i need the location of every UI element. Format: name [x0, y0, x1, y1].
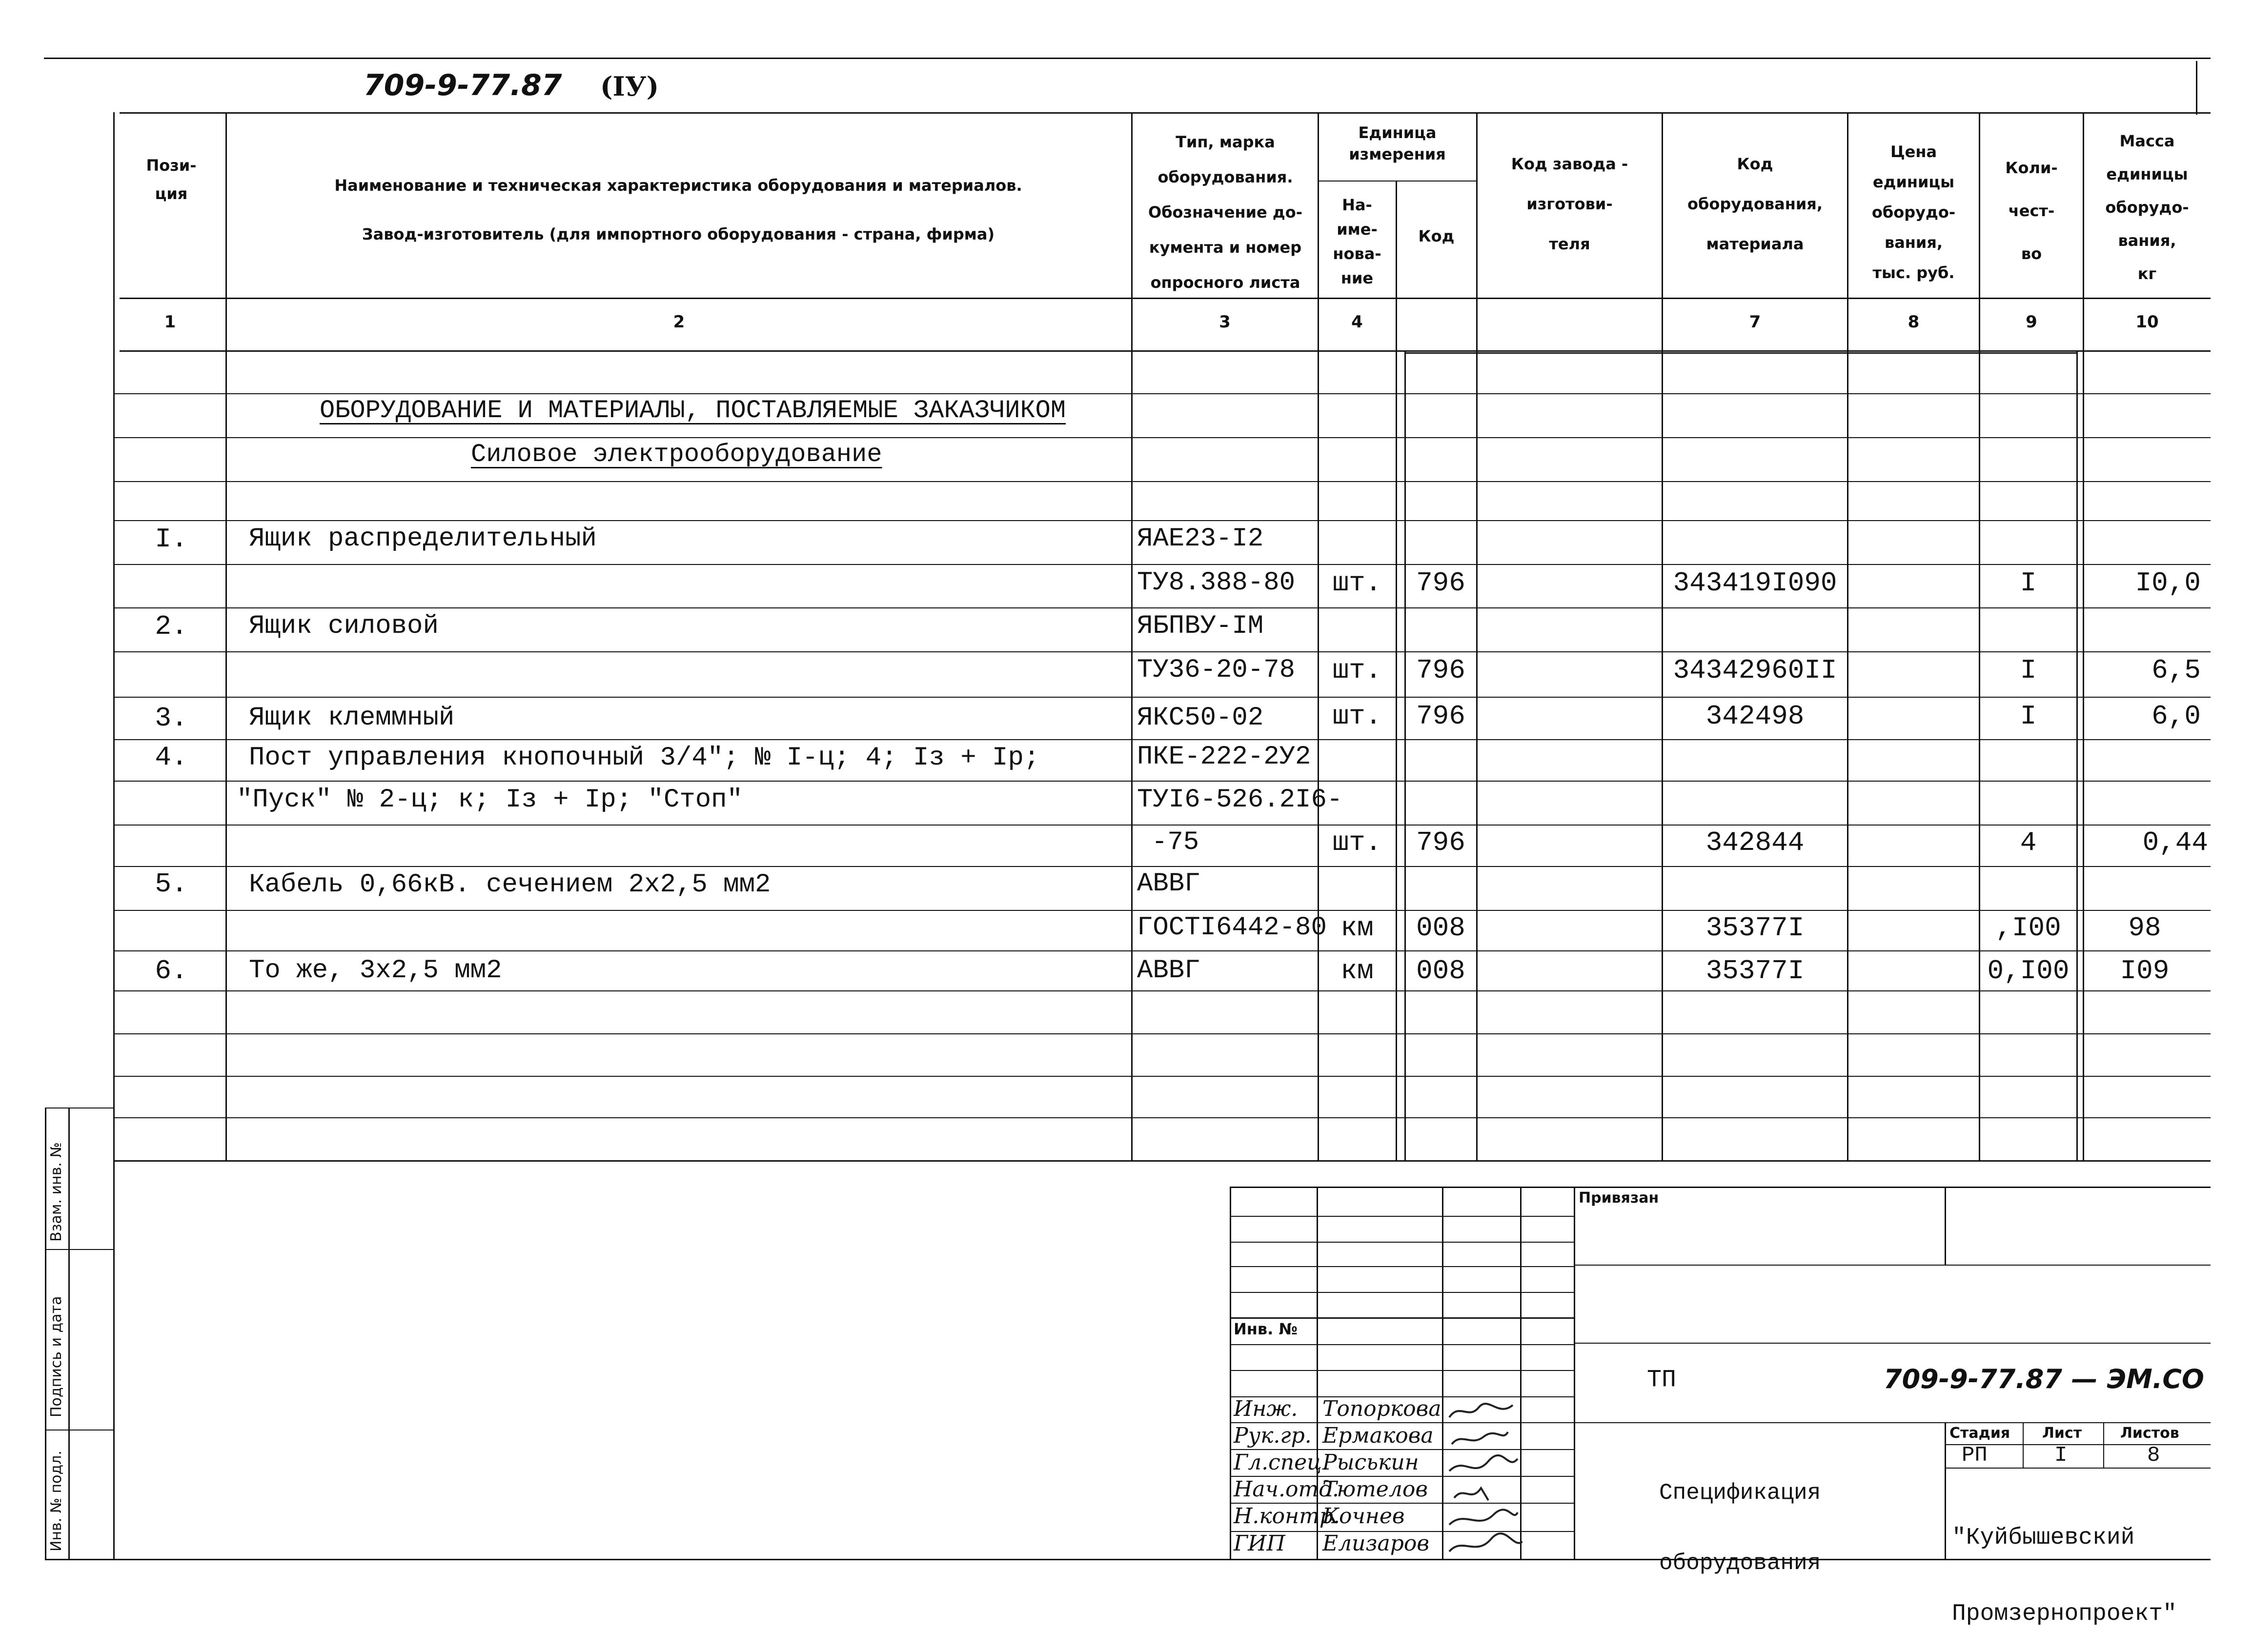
table-bottom: [115, 1160, 2211, 1162]
row-unit: шт.: [1332, 827, 1382, 858]
row-item-type: ТУI6-526.2I6-: [1137, 785, 1343, 815]
row-quantity: I: [2020, 655, 2037, 686]
title-block-row: [1574, 1343, 2211, 1344]
row-line: [115, 1117, 2211, 1118]
title-block-stage-col: [2023, 1422, 2024, 1468]
title-block-row: [1230, 1292, 1574, 1293]
title-block-row: [1574, 1265, 2211, 1266]
header-price: Цена единицы оборудо- вания, тыс. руб.: [1871, 142, 1956, 282]
organization-name: "Куйбышевский Промзернопроект": [1952, 1525, 2177, 1627]
row-item-type: ЯКС50-02: [1137, 703, 1264, 733]
side-stamp-div: [45, 1249, 113, 1250]
column-number: 8: [1908, 312, 1920, 332]
row-material-code: 343419I090: [1673, 567, 1837, 599]
header-unit-code: Код: [1418, 227, 1455, 245]
row-line: [115, 520, 2211, 521]
row-line: [115, 866, 2211, 867]
row-material-code: 34342960II: [1673, 655, 1837, 686]
row-position: 2.: [155, 611, 188, 642]
row-line: [115, 990, 2211, 991]
row-position: 3.: [155, 703, 188, 734]
row-item-type: ЯБПВУ-IМ: [1137, 611, 1264, 641]
row-item-name: Кабель 0,66кВ. сечением 2х2,5 мм2: [249, 870, 771, 900]
row-material-code: 342498: [1705, 701, 1805, 732]
column-number: 7: [1749, 312, 1761, 332]
row-material-code: 35377I: [1705, 912, 1805, 944]
title-block-org-div: [1945, 1422, 1946, 1559]
row-line: [115, 697, 2211, 698]
row-item-type: ТУ8.388-80: [1137, 568, 1296, 598]
header-name: Наименование и техническая характеристика оборудования и материалов. Завод-изготовитель (для импортного оборудования - страна, фирма): [334, 176, 1022, 243]
signer-name: Кочнев: [1322, 1504, 1405, 1529]
title-block-row: [1230, 1317, 1574, 1319]
row-line: [115, 950, 2211, 951]
row-line: [115, 607, 2211, 608]
row-mass: 98: [2128, 912, 2161, 944]
row-item-name: То же, 3х2,5 мм2: [249, 956, 502, 986]
row-item-type: АВВГ: [1137, 956, 1200, 986]
sheets-label: Листов: [2120, 1425, 2179, 1442]
row-unit: км: [1340, 912, 1374, 944]
tp-label: ТП: [1647, 1366, 1677, 1394]
header-position: Пози- ция: [146, 156, 197, 203]
title-block-row: [1230, 1266, 1574, 1267]
section-title-customer-supplied: ОБОРУДОВАНИЕ И МАТЕРИАЛЫ, ПОСТАВЛЯЕМЫЕ ЗАКАЗЧИКОМ: [320, 396, 1066, 425]
title-block-row: [1230, 1242, 1574, 1243]
stage-label: Стадия: [1949, 1425, 2010, 1442]
col-line-1: [225, 112, 227, 1160]
section-title-power-equipment: Силовое электрооборудование: [471, 440, 882, 469]
row-quantity: 4: [2020, 827, 2037, 858]
stage-value: РП: [1962, 1443, 1988, 1468]
row-mass: 6,5: [2152, 655, 2201, 686]
row-item-name: Ящик силовой: [249, 611, 439, 641]
frame-top: [120, 112, 2211, 114]
header-mass: Масса единицы оборудо- вания, кг: [2105, 132, 2189, 283]
row-line: [115, 781, 2211, 782]
inner-box-top: [1404, 352, 2078, 354]
signer-name: Елизаров: [1322, 1531, 1429, 1556]
row-material-code: 342844: [1705, 827, 1805, 858]
row-line: [115, 481, 2211, 482]
col-code-inner: [1404, 350, 1406, 1160]
row-item-type: ЯАЕ23-I2: [1137, 524, 1264, 554]
title-block-stage-row: [1945, 1468, 2211, 1469]
row-line: [115, 1076, 2211, 1077]
document-title: Спецификация оборудования: [1659, 1480, 1821, 1576]
side-stamp-left: [45, 1108, 46, 1559]
row-item-name: Пост управления кнопочный 3/4"; № I-ц; 4; Iз + Iр;: [249, 743, 1040, 773]
document-code-top: 709-9-77.87: [364, 68, 562, 102]
document-code: 709-9-77.87 — ЭМ.СО: [1884, 1364, 2204, 1394]
row-unit-code: 796: [1416, 655, 1465, 686]
row-mass: 6,0: [2152, 701, 2201, 732]
document-roman-top: (IУ): [600, 71, 659, 102]
col-line-5: [1476, 112, 1478, 1160]
row-quantity: 0,I00: [1987, 955, 2070, 987]
handwritten-signatures: [1444, 1398, 1522, 1559]
row-mass: 0,44: [2142, 827, 2208, 858]
row-line: [115, 393, 2211, 394]
row-unit-code: 796: [1416, 567, 1465, 599]
column-number: 10: [2135, 312, 2159, 332]
header-unit-group: Единица измерения: [1349, 123, 1446, 163]
title-block-col: [1574, 1187, 1575, 1559]
title-block-bound-div: [1945, 1187, 1946, 1265]
top-right-tick: [2196, 61, 2197, 115]
row-unit-code: 008: [1416, 912, 1465, 944]
row-item-name: "Пуск" № 2-ц; к; Iз + Iр; "Стоп": [237, 785, 743, 815]
row-item-name: Ящик распределительный: [249, 524, 597, 554]
row-unit-code: 796: [1416, 827, 1465, 858]
signer-role: Инж.: [1234, 1396, 1298, 1421]
side-label-signature-date: Подпись и дата: [48, 1296, 65, 1417]
row-item-name: Ящик клеммный: [249, 703, 455, 733]
signer-role: ГИП: [1234, 1531, 1285, 1556]
column-number: 4: [1351, 312, 1363, 332]
header-factory-code: Код завода - изготови- теля: [1511, 155, 1628, 253]
header-material-code: Код оборудования, материала: [1687, 155, 1823, 253]
row-mass: I09: [2120, 955, 2170, 987]
header-quantity: Коли- чест- во: [2005, 159, 2058, 263]
signer-role: Н.контр.: [1234, 1504, 1340, 1529]
row-position: 4.: [155, 742, 188, 773]
row-mass: I0,0: [2135, 567, 2201, 599]
signer-role: Рук.гр.: [1234, 1423, 1312, 1448]
col-line-4: [1396, 181, 1397, 1160]
side-stamp-mid: [68, 1108, 70, 1559]
signer-role: Гл.спец.: [1234, 1450, 1329, 1475]
row-line: [115, 651, 2211, 652]
top-border-line: [44, 58, 2211, 59]
title-block-row: [1574, 1422, 2211, 1423]
title-block-row: [1230, 1216, 1574, 1217]
row-position: 6.: [155, 955, 188, 987]
column-number: 2: [673, 312, 685, 332]
colnum-bottom: [120, 350, 2211, 352]
bound-label: Привязан: [1579, 1189, 1659, 1207]
row-line: [115, 437, 2211, 438]
inventory-label: Инв. №: [1234, 1320, 1298, 1338]
title-block-top: [1230, 1187, 2211, 1188]
row-item-type: ТУ36-20-78: [1137, 655, 1296, 685]
title-block-row: [1230, 1344, 1574, 1345]
signer-name: Рыськин: [1322, 1450, 1419, 1475]
title-block-row: [1230, 1370, 1574, 1371]
row-quantity: I: [2020, 701, 2037, 732]
signer-name: Тютелов: [1322, 1477, 1428, 1502]
col-line-2: [1131, 112, 1133, 1160]
column-number: 1: [164, 312, 176, 332]
row-line: [115, 1033, 2211, 1034]
row-item-type: -75: [1152, 827, 1199, 857]
row-item-type: АВВГ: [1137, 869, 1200, 899]
side-label-replacement-inv: Взам. инв. №: [48, 1142, 65, 1242]
header-unit-name: На- име- нова- ние: [1333, 196, 1381, 287]
row-unit-code: 796: [1416, 701, 1465, 732]
row-quantity: ,I00: [1995, 912, 2061, 944]
side-label-original-inv: Инв. № подл.: [48, 1451, 65, 1551]
row-unit: шт.: [1332, 655, 1382, 686]
column-number: 3: [1219, 312, 1231, 332]
row-unit: км: [1340, 955, 1374, 987]
row-line: [115, 564, 2211, 565]
signer-name: Топоркова: [1322, 1396, 1441, 1421]
row-item-type: ГОСТI6442-80: [1137, 913, 1327, 943]
row-unit: шт.: [1332, 701, 1382, 732]
row-quantity: I: [2020, 567, 2037, 599]
row-line: [115, 910, 2211, 911]
row-line: [115, 825, 2211, 826]
row-material-code: 35377I: [1705, 955, 1805, 987]
sheets-value: 8: [2147, 1443, 2160, 1468]
signer-name: Ермакова: [1322, 1423, 1434, 1448]
page-bottom: [45, 1559, 2211, 1560]
row-line: [115, 739, 2211, 740]
col-qty-inner: [2076, 350, 2078, 1160]
row-position: 5.: [155, 868, 188, 900]
row-unit: шт.: [1332, 567, 1382, 599]
header-type: Тип, марка оборудования. Обозначение до- кумента и номер опросного листа: [1148, 133, 1302, 292]
row-position: I.: [155, 524, 188, 555]
sheet-value: I: [2054, 1443, 2068, 1468]
title-block-stage-col: [2103, 1422, 2104, 1468]
signer-role: Нач.отд.: [1234, 1477, 1340, 1502]
row-item-type: ПКЕ-222-2У2: [1137, 742, 1311, 772]
column-number: 9: [2026, 312, 2037, 332]
sheet-label: Лист: [2042, 1425, 2082, 1442]
row-unit-code: 008: [1416, 955, 1465, 987]
col-line-6: [1662, 112, 1663, 1160]
